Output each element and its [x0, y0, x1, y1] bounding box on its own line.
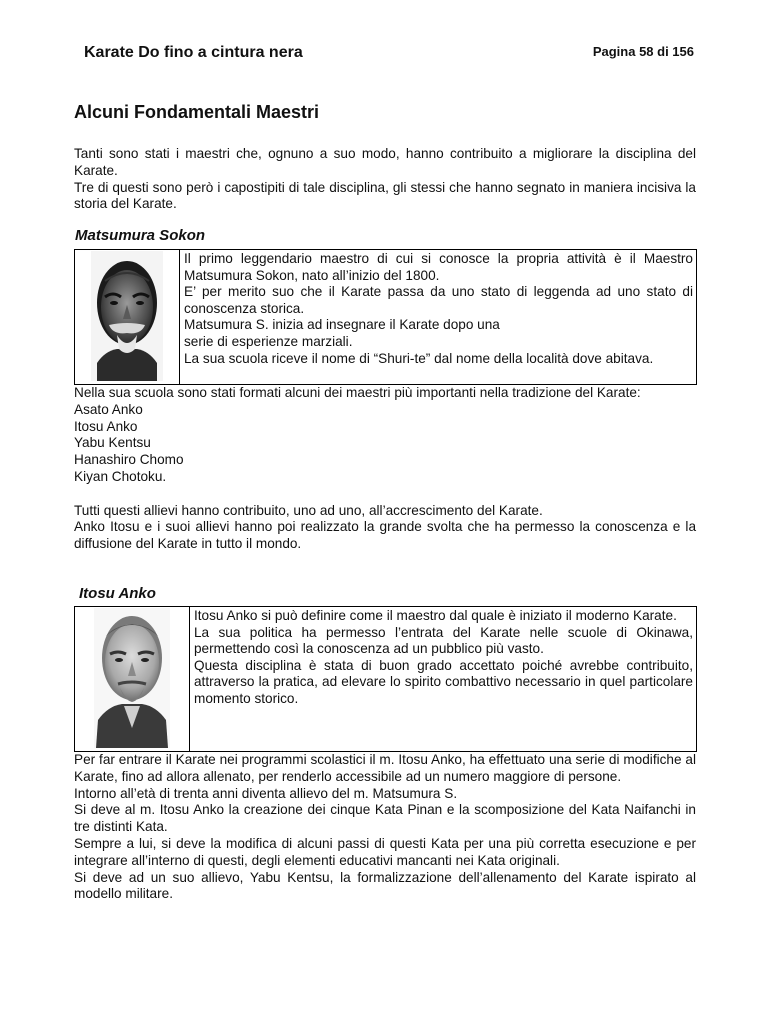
itosu-paragraph: Per far entrare il Karate nei programmi scolastici il m. Itosu Anko, ha effettuato una serie di modifiche al Karate, fino ad allora allenato, per renderlo accessibile ad un numero maggiore di persone.: [74, 752, 696, 784]
students-list: [74, 402, 696, 486]
intro-paragraph: Tre di questi sono però i capostipiti di tale disciplina, gli stessi che hanno segnato in maniera incisiva la storia del Karate.: [74, 179, 696, 212]
matsumura-box: [74, 249, 697, 385]
document-title: Karate Do fino a cintura nera: [84, 44, 303, 61]
matsumura-box-text: [180, 250, 696, 384]
box-line: Matsumura S. inizia ad insegnare il Karate dopo una: [184, 317, 500, 333]
box-line: serie di esperienze marziali.: [184, 333, 353, 349]
itosu-paragraph: Si deve ad un suo allievo, Yabu Kentsu, la formalizzazione dell’allenamento del Karate ispirato al modello militare.: [74, 869, 696, 902]
box-line: La sua politica ha permesso l’entrata del Karate nelle scuole di Okinawa, permettendo così la conoscenza ad un pubblico più vasto.: [194, 624, 693, 657]
list-item: Hanashiro Chomo: [74, 452, 184, 468]
box-line: La sua scuola riceve il nome di “Shuri-te” dal nome della località dove abitava.: [184, 350, 654, 366]
itosu-paragraph: Si deve al m. Itosu Anko la creazione dei cinque Kata Pinan e la scomposizione del Kata Naifanchi in tre distinti Kata.: [74, 802, 696, 835]
portrait-itosu-icon: [94, 608, 170, 748]
matsumura-after-text: Nella sua scuola sono stati formati alcuni dei maestri più importanti nella tradizione del Karate:: [74, 385, 641, 400]
intro-paragraph: Tanti sono stati i maestri che, ognuno a suo modo, hanno contribuito a migliorare la disciplina del Karate.: [74, 146, 696, 178]
list-item: Asato Anko: [74, 401, 143, 417]
closing-paragraph: Anko Itosu e i suoi allievi hanno poi realizzato la grande svolta che ha permesso la conoscenza e la diffusione del Karate in tutto il mondo.: [74, 519, 696, 552]
list-item: Kiyan Chotoku.: [74, 468, 167, 484]
list-item: Itosu Anko: [74, 418, 138, 434]
intro-text: [74, 146, 696, 213]
matsumura-after: [74, 385, 696, 553]
closing-paragraph: Tutti questi allievi hanno contribuito, uno ad uno, all’accrescimento del Karate.: [74, 502, 543, 518]
box-line: Itosu Anko si può definire come il maestro dal quale è iniziato il moderno Karate.: [194, 608, 677, 623]
matsumura-photo-cell: [75, 250, 180, 384]
itosu-photo-cell: [75, 607, 190, 751]
box-line: Il primo leggendario maestro di cui si conosce la propria attività è il Maestro Matsumura Sokon, nato all’inizio del 1800.: [184, 251, 693, 283]
box-line: E’ per merito suo che il Karate passa da uno stato di leggenda ad uno stato di conoscenza storica.: [184, 284, 693, 316]
itosu-box: [74, 606, 697, 752]
box-line: Questa disciplina è stata di buon grado accettato poiché avrebbe contribuito, attraverso la pratica, ad elevare lo spirito combattivo necessario in quel particolare momento storico.: [194, 657, 693, 706]
page-header: [84, 44, 696, 64]
itosu-after: [74, 752, 696, 903]
portrait-matsumura-icon: [91, 251, 163, 381]
itosu-paragraph: Intorno all’età di trenta anni diventa allievo del m. Matsumura S.: [74, 785, 458, 801]
page-number: Pagina 58 di 156: [592, 44, 694, 59]
section-title: Alcuni Fondamentali Maestri: [74, 102, 320, 122]
list-item: Yabu Kentsu: [74, 435, 151, 451]
heading-matsumura: Matsumura Sokon: [75, 227, 206, 244]
heading-itosu: Itosu Anko: [79, 585, 156, 602]
itosu-paragraph: Sempre a lui, si deve la modifica di alcuni passi di questi Kata per una più corretta esecuzione e per integrare all’interno di questi, degli elementi educativi mancanti nei Kata originali.: [74, 835, 696, 868]
itosu-box-text: [190, 607, 696, 751]
